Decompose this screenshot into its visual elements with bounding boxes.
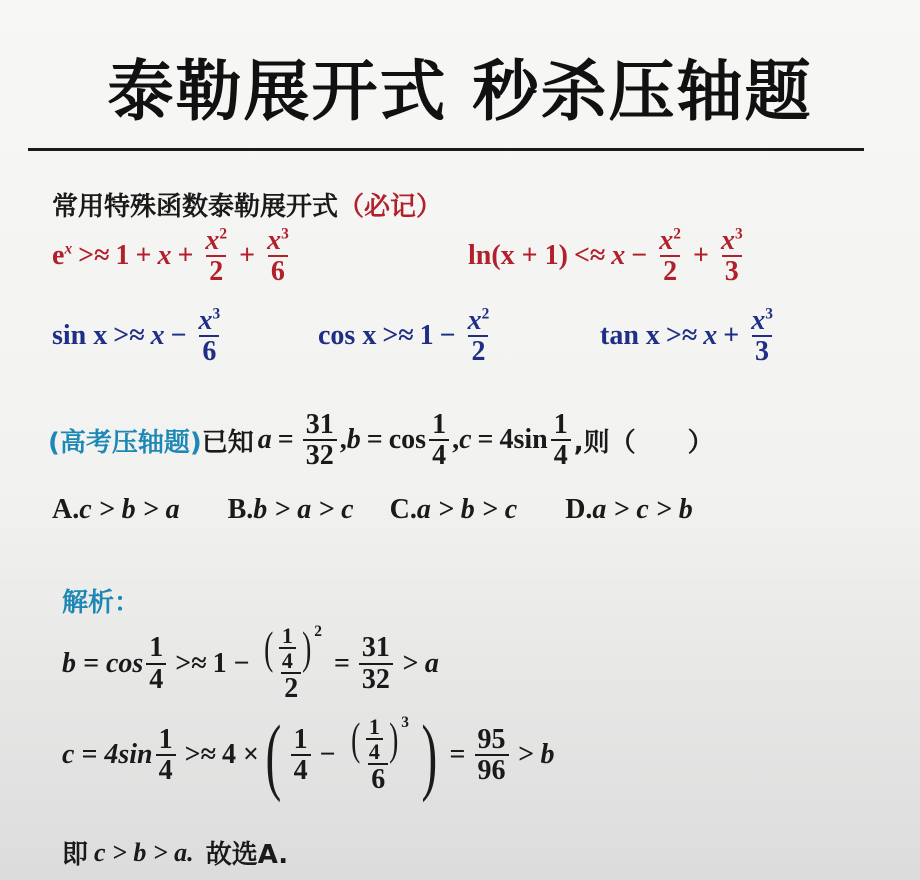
exp-rel: >≈: [78, 240, 110, 272]
ln-lhs: ln(x + 1): [468, 240, 568, 272]
problem-c-value: $\frac{1}{4}$: [551, 410, 571, 471]
problem-tail: ,则（ ）: [573, 427, 714, 458]
ln-plus: +: [692, 240, 709, 272]
ln-term-3: $\frac{x^3}{3}$: [720, 225, 743, 288]
analysis-2-first: $\frac{1}{4}$: [291, 725, 311, 786]
right-paren: ): [421, 707, 438, 803]
cos-minus: −: [439, 320, 456, 352]
sin-minus: −: [170, 320, 187, 352]
exp-term-2: $\frac{x^2}{2}$: [205, 225, 228, 288]
analysis-2-arg: $\frac{1}{4}$: [156, 725, 176, 786]
analysis-conclusion: [62, 834, 288, 871]
conclusion-prefix: 即: [62, 840, 89, 870]
problem-comma-1: ,: [339, 424, 347, 456]
analysis-1-one: 1 −: [212, 647, 250, 679]
sin-x: x: [150, 320, 165, 352]
exp-plus-1: +: [135, 240, 152, 272]
title-divider: [28, 148, 864, 151]
analysis-1-term: ( $\frac{1}{4}$ ) 2 2: [263, 622, 322, 705]
left-paren: (: [265, 707, 282, 803]
tan-x: x: [703, 320, 718, 352]
problem-eq-a: =: [277, 424, 294, 456]
formula-exp: [52, 226, 295, 287]
problem-var-c: c: [459, 424, 472, 456]
analysis-2-term: ( $\frac{1}{4}$ ) 3 6: [350, 713, 409, 796]
section-heading: [52, 186, 442, 223]
section-heading-label: 常用特殊函数泰勒展开式: [52, 192, 339, 222]
conclusion-expr: c > b > a.: [94, 837, 194, 867]
cos-one: 1: [419, 320, 434, 352]
conclusion-suffix: 故选A.: [205, 840, 289, 870]
option-a: A.c > b > a: [52, 494, 180, 525]
sin-lhs: sin x: [52, 320, 108, 352]
problem-a-value: $\frac{31}{32}$: [303, 410, 337, 471]
problem-var-b: b: [346, 424, 361, 456]
formula-sin: [52, 306, 226, 367]
ln-minus: −: [631, 240, 648, 272]
page-title: 泰勒展开式 秒杀压轴题: [107, 53, 813, 130]
option-d: D.a > c > b: [565, 494, 693, 525]
analysis-1-result: $\frac{31}{32}$: [359, 633, 393, 694]
exp-x: x: [157, 240, 172, 272]
formula-tan: [600, 306, 779, 367]
sin-rel: >≈: [113, 320, 145, 352]
problem-var-a: a: [257, 424, 272, 456]
analysis-label: 解析：: [62, 588, 141, 618]
cos-term-2: $\frac{x^2}{2}$: [467, 305, 490, 368]
answer-options: [52, 494, 693, 526]
exp-plus-3: +: [239, 240, 256, 272]
option-b: B.b > a > c: [227, 494, 354, 525]
analysis-2-four: 4 ×: [221, 739, 259, 770]
analysis-2-tail: > b: [517, 739, 555, 770]
tan-term-3: $\frac{x^3}{3}$: [751, 305, 773, 368]
analysis-1-eq: =: [333, 647, 350, 679]
analysis-2-rel: >≈: [184, 739, 216, 770]
tan-lhs: tan x: [600, 320, 660, 352]
ln-term-2: $\frac{x^2}{2}$: [659, 225, 681, 288]
problem-known: 已知: [201, 427, 254, 458]
analysis-2-lhs: c = 4sin: [62, 739, 153, 770]
formula-ln: [468, 226, 749, 287]
analysis-line-1: [62, 624, 445, 704]
sin-term-3: $\frac{x^3}{6}$: [198, 305, 221, 368]
analysis-2-minus: −: [319, 739, 336, 770]
exp-lhs: $e^x$: [52, 240, 73, 272]
cos-rel: >≈: [382, 320, 414, 352]
problem-b-value: $\frac{1}{4}$: [429, 410, 449, 471]
analysis-1-arg: $\frac{1}{4}$: [146, 633, 166, 694]
problem-b-fn: cos: [388, 424, 427, 456]
analysis-line-2: [62, 707, 560, 803]
analysis-2-eq: =: [449, 739, 466, 770]
tan-rel: >≈: [665, 320, 698, 352]
cos-lhs: cos x: [318, 320, 377, 352]
analysis-2-result: $\frac{95}{96}$: [475, 725, 509, 786]
formula-cos: [318, 306, 495, 367]
ln-x: x: [611, 240, 626, 272]
analysis-1-rel: >≈: [175, 647, 207, 679]
problem-eq-c: =: [477, 424, 494, 456]
problem-eq-b: =: [366, 424, 383, 456]
section-heading-tag: （必记）: [338, 192, 443, 222]
analysis-1-tail: > a: [401, 647, 439, 679]
exp-one: 1: [115, 240, 130, 272]
problem-c-fn: 4sin: [499, 424, 548, 456]
ln-rel: <≈: [573, 240, 606, 272]
analysis-1-lhs: b = cos: [62, 647, 144, 679]
problem-statement: [48, 410, 714, 471]
problem-tag: (高考压轴题): [48, 427, 202, 458]
problem-comma-2: ,: [452, 424, 460, 456]
tan-plus: +: [723, 320, 740, 352]
exp-plus-2: +: [177, 240, 194, 272]
exp-term-3: $\frac{x^3}{6}$: [267, 225, 289, 288]
option-c: C.a > b > c: [389, 494, 518, 525]
